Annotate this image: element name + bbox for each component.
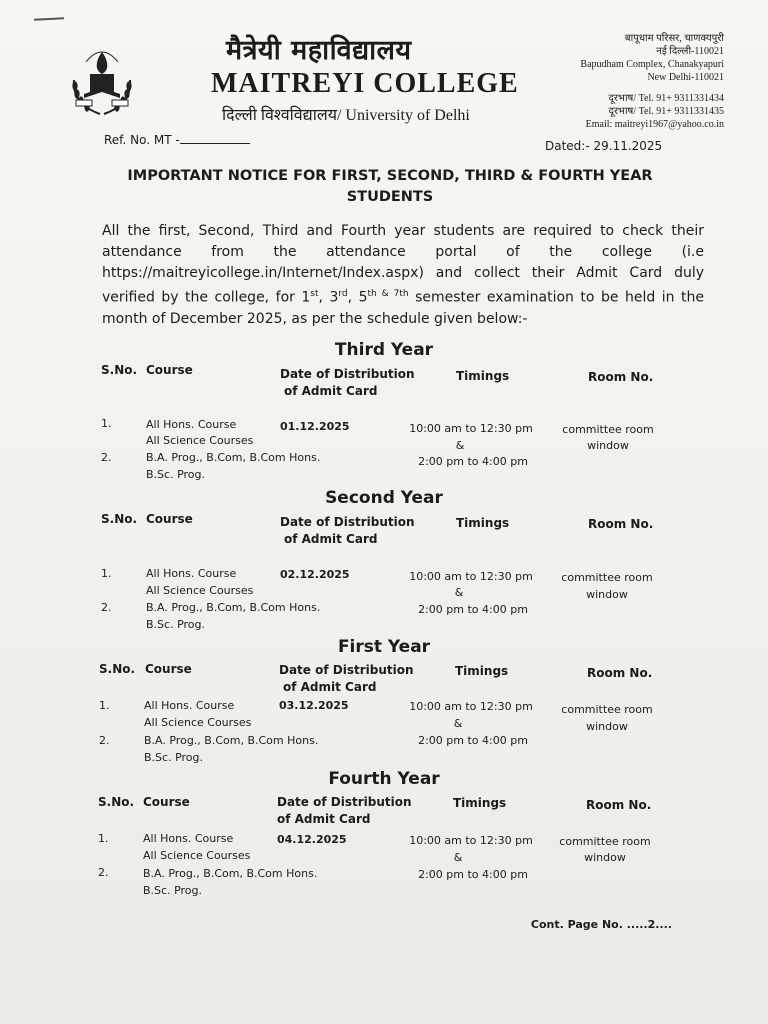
room-window: window	[584, 851, 626, 864]
distribution-date: 04.12.2025	[277, 833, 347, 846]
row-sno: 2.	[101, 601, 112, 614]
row-sno: 1.	[101, 567, 112, 580]
timing-ampersand: &	[455, 439, 465, 452]
timing-afternoon: 2:00 pm to 4:00 pm	[418, 734, 528, 747]
col-sno: S.No.	[101, 363, 138, 377]
timing-morning: 10:00 am to 12:30 pm	[409, 422, 533, 435]
row-course: B.Sc. Prog.	[146, 468, 205, 481]
room-name: committee room	[561, 703, 653, 716]
col-date: Date of Distribution of Admit Card	[279, 663, 414, 694]
email-address: Email: maitreyi1967@yahoo.co.in	[585, 119, 724, 130]
col-date: Date of Distribution of Admit Card	[280, 367, 415, 398]
row-course: All Hons. Course	[146, 418, 237, 431]
room-name: committee room	[562, 423, 654, 436]
col-sno: S.No.	[98, 795, 135, 809]
notice-title-line2: STUDENTS	[346, 189, 434, 205]
col-date: Date of Distribution of Admit Card	[277, 795, 412, 826]
section-title: Fourth Year	[328, 769, 440, 789]
row-course: B.A. Prog., B.Com, B.Com Hons.	[144, 734, 319, 747]
row-course: All Science Courses	[146, 584, 254, 597]
ref-label: Ref. No. MT -	[104, 133, 180, 147]
timing-morning: 10:00 am to 12:30 pm	[409, 570, 533, 583]
row-sno: 2.	[101, 451, 112, 464]
row-course: All Hons. Course	[144, 699, 235, 712]
row-course: All Science Courses	[143, 849, 251, 862]
notice-title	[96, 166, 684, 208]
sep-1: , 3	[318, 289, 339, 306]
col-course: Course	[143, 795, 190, 809]
college-address	[580, 32, 724, 131]
row-course: B.A. Prog., B.Com, B.Com Hons.	[143, 867, 318, 880]
room-window: window	[587, 439, 629, 452]
room-window: window	[586, 720, 628, 733]
col-course: Course	[146, 363, 193, 377]
college-emblem-icon	[66, 34, 138, 120]
address-line2: New Delhi-110021	[647, 72, 724, 83]
telephone-1: दूरभाष/ Tel. 91+ 9311331434	[608, 93, 724, 104]
sup-2: rd	[338, 289, 348, 299]
university-name: दिल्ली विश्वविद्यालय/ University of Delhi	[222, 107, 470, 124]
distribution-date: 02.12.2025	[280, 568, 350, 581]
room-window: window	[586, 588, 628, 601]
notice-date: Dated:- 29.11.2025	[545, 139, 663, 153]
timing-afternoon: 2:00 pm to 4:00 pm	[418, 868, 528, 881]
col-date: Date of Distribution of Admit Card	[280, 515, 415, 546]
row-sno: 1.	[98, 832, 109, 845]
col-course: Course	[145, 662, 192, 676]
col-timings: Timings	[456, 369, 510, 383]
row-sno: 1.	[101, 417, 112, 430]
timing-morning: 10:00 am to 12:30 pm	[409, 700, 533, 713]
continued-note: Cont. Page No. .....2....	[530, 918, 672, 931]
row-course: All Hons. Course	[146, 567, 237, 580]
address-hindi-line1: बापूधाम परिसर, चाणक्यपुरी	[624, 33, 724, 44]
row-sno: 1.	[99, 699, 110, 712]
timing-ampersand: &	[454, 586, 464, 599]
address-hindi-line2: नई दिल्ली-110021	[656, 46, 724, 57]
sep-2: , 5	[347, 289, 368, 306]
col-sno: S.No.	[99, 662, 136, 676]
row-course: B.A. Prog., B.Com, B.Com Hons.	[146, 601, 321, 614]
telephone-2: दूरभाष/ Tel. 91+ 9311331435	[608, 106, 724, 117]
intro-text-end: semester examination to be held in the month of December 2025, as per the schedule given below:-	[102, 289, 705, 327]
notice-body	[102, 221, 704, 330]
row-course: All Hons. Course	[143, 832, 234, 845]
row-sno: 2.	[98, 866, 109, 879]
timing-ampersand: &	[453, 851, 463, 864]
college-name: MAITREYI COLLEGE	[211, 68, 519, 99]
reference-number	[104, 133, 250, 147]
room-name: committee room	[561, 571, 653, 584]
ref-blank	[180, 134, 250, 144]
timing-afternoon: 2:00 pm to 4:00 pm	[418, 455, 528, 468]
col-room: Room No.	[588, 370, 654, 384]
row-course: All Science Courses	[144, 716, 252, 729]
col-room: Room No.	[586, 798, 652, 812]
timing-afternoon: 2:00 pm to 4:00 pm	[418, 603, 528, 616]
col-timings: Timings	[455, 664, 509, 678]
row-course: B.Sc. Prog.	[143, 884, 202, 897]
row-course: B.Sc. Prog.	[146, 618, 205, 631]
sup-3: th & 7th	[367, 289, 409, 299]
room-name: committee room	[559, 835, 651, 848]
col-timings: Timings	[453, 796, 507, 810]
distribution-date: 03.12.2025	[279, 699, 349, 712]
college-name-hindi: मैत्रेयी महाविद्यालय	[226, 35, 412, 66]
sup-1: st	[310, 289, 319, 299]
timing-ampersand: &	[453, 717, 463, 730]
col-sno: S.No.	[101, 512, 138, 526]
section-title: First Year	[337, 637, 431, 657]
col-timings: Timings	[456, 516, 510, 530]
col-room: Room No.	[587, 666, 653, 680]
notice-title-line1: IMPORTANT NOTICE FOR FIRST, SECOND, THIRD & FOURTH YEAR	[127, 168, 653, 184]
pen-mark	[34, 17, 64, 21]
address-line1: Bapudham Complex, Chanakyapuri	[580, 59, 724, 70]
col-room: Room No.	[588, 517, 654, 531]
col-course: Course	[146, 512, 193, 526]
intro-text: All the first, Second, Third and Fourth year students are required to check their attendance from the attendance portal of the college (i.e https://maitreyicollege.in/Internet/Index.aspx) and collect their Admit Card duly verified by the college, for 1	[102, 223, 704, 306]
row-course: B.Sc. Prog.	[144, 751, 203, 764]
row-course: All Science Courses	[146, 434, 254, 447]
distribution-date: 01.12.2025	[280, 420, 350, 433]
timing-morning: 10:00 am to 12:30 pm	[409, 834, 533, 847]
section-title: Second Year	[325, 488, 443, 508]
section-title: Third Year	[334, 340, 434, 360]
row-sno: 2.	[99, 734, 110, 747]
row-course: B.A. Prog., B.Com, B.Com Hons.	[146, 451, 321, 464]
